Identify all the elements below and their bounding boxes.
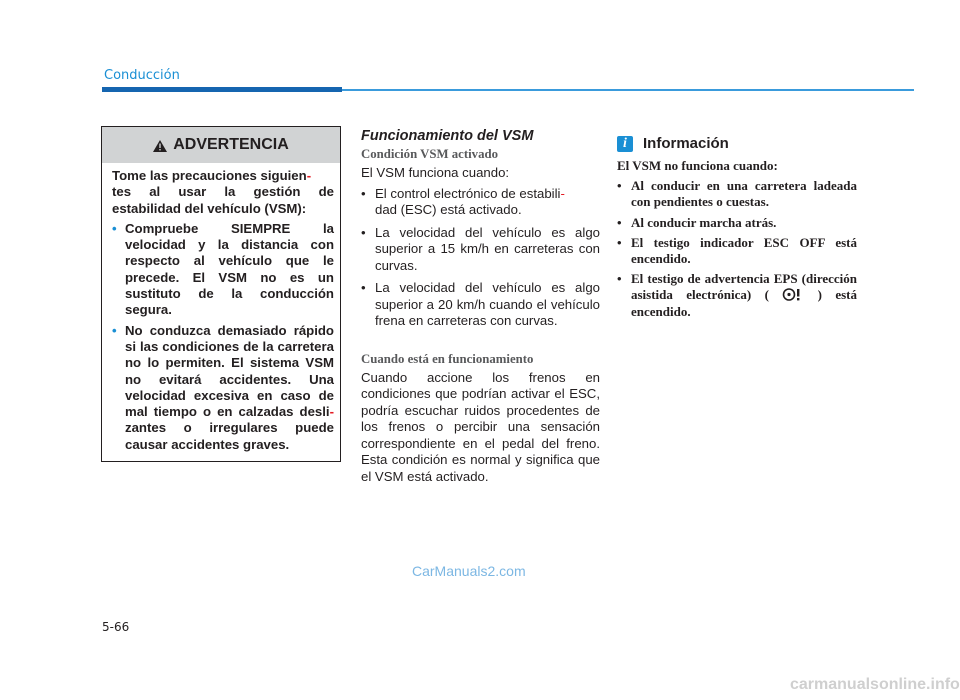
warning-bullet-text-a: No conduzca demasiado rápido si las condiciones de la carretera no lo permiten. El sistema VSM no evitará accidentes. Una velocidad excesiva en caso de mal tiempo o en calzadas desli — [125, 322, 334, 420]
warning-triangle-icon — [153, 140, 167, 152]
list-item: • La velocidad del vehículo es algo superior a 15 km/h en carreteras con curvas. — [361, 224, 600, 273]
list-item-text: El testigo indicador ESC OFF está encendido. — [631, 234, 857, 267]
information-header — [617, 135, 857, 152]
list-item: • El testigo de advertencia EPS (dirección asistida electrónica) ( ) está encendido. — [617, 271, 857, 319]
warning-intro-b: tes al usar la gestión de estabilidad del vehículo (VSM): — [112, 184, 334, 216]
list-item-text-a: El control electrónico de estabili — [375, 185, 561, 201]
bullet-icon: • — [112, 322, 117, 338]
warning-header — [102, 127, 340, 163]
list-item-text: Al conducir marcha atrás. — [631, 214, 777, 230]
warning-intro-a: Tome las precauciones siguien — [112, 168, 307, 183]
information-body — [617, 158, 857, 320]
vsm-subtitle-activated: Condición VSM activado — [361, 147, 498, 161]
eps-warning-icon — [782, 288, 804, 301]
warning-bullet-text: Compruebe SIEMPRE la velocidad y la distancia con respecto al vehículo que le precede. El VSM no es un sustituto de la conducción segura. — [125, 220, 334, 318]
header-rule — [342, 89, 914, 91]
list-item-text-b: ) está encendido. — [631, 287, 857, 319]
vsm-conditions-list — [361, 186, 600, 330]
header-bar — [102, 87, 342, 92]
bullet-icon: • — [112, 220, 117, 236]
information-intro: El VSM no funciona cuando: — [617, 158, 778, 173]
list-item-text-b: dad (ESC) está activado. — [375, 202, 522, 217]
warning-bullet — [112, 221, 334, 319]
information-column — [617, 135, 857, 324]
warning-intro: Tome las precauciones siguien- tes al usar la gestión de estabilidad del vehículo (VSM): — [112, 168, 334, 216]
info-icon: i — [617, 136, 633, 152]
list-item-text: La velocidad del vehículo es algo superior a 15 km/h en carreteras con curvas. — [375, 224, 600, 273]
warning-bullet: • No conduzca demasiado rápido si las condiciones de la carretera no lo permiten. El sistema VSM no evitará accidentes. Una velocidad excesiva en caso de mal tiempo o en calzadas desli- zantes o irregulares puede causar accidentes graves. — [112, 322, 334, 452]
list-item: • La velocidad del vehículo es algo superior a 20 km/h cuando el vehículo frena en carreteras con curvas. — [361, 280, 600, 328]
vsm-subtitle-operating: Cuando está en funcionamiento — [361, 351, 534, 366]
list-item: • El testigo indicador ESC OFF está encendido. — [617, 234, 857, 267]
list-item: • El control electrónico de estabili- dad (ESC) está activado. — [361, 185, 565, 217]
list-item-text: Al conducir en una carretera ladeada con pendientes o cuestas. — [631, 178, 857, 210]
information-list — [617, 178, 857, 320]
warning-box — [101, 126, 341, 462]
watermark-link[interactable]: CarManuals2.com — [412, 563, 526, 579]
warning-title: ADVERTENCIA — [173, 136, 289, 153]
section-title: Conducción — [104, 68, 180, 83]
warning-bullet-text-b: zantes o irregulares puede causar accidentes graves. — [125, 420, 334, 452]
warning-body — [112, 168, 334, 457]
list-item-text: La velocidad del vehículo es algo superior a 20 km/h cuando el vehículo frena en carreteras con curvas. — [375, 280, 600, 328]
vsm-intro: El VSM funciona cuando: — [361, 165, 510, 180]
list-item: • Al conducir marcha atrás. — [617, 214, 777, 230]
vsm-operation-column — [361, 128, 600, 485]
information-title: Información — [643, 135, 729, 152]
list-item: • Al conducir en una carretera ladeada con pendientes o cuestas. — [617, 178, 857, 210]
watermark-site: carmanualsonline.info — [790, 676, 960, 693]
vsm-title: Funcionamiento del VSM — [361, 128, 534, 144]
vsm-paragraph: Cuando accione los frenos en condiciones que podrían activar el ESC, podría escuchar ruidos procedentes de los frenos o percibir una sensación correspondiente en el pedal del freno. Esta condición es normal y significa que el VSM está activado. — [361, 369, 600, 484]
page-number: 5-66 — [102, 620, 130, 634]
list-item-text-a: El testigo de advertencia EPS (dirección asistida electrónica) ( — [631, 271, 857, 303]
